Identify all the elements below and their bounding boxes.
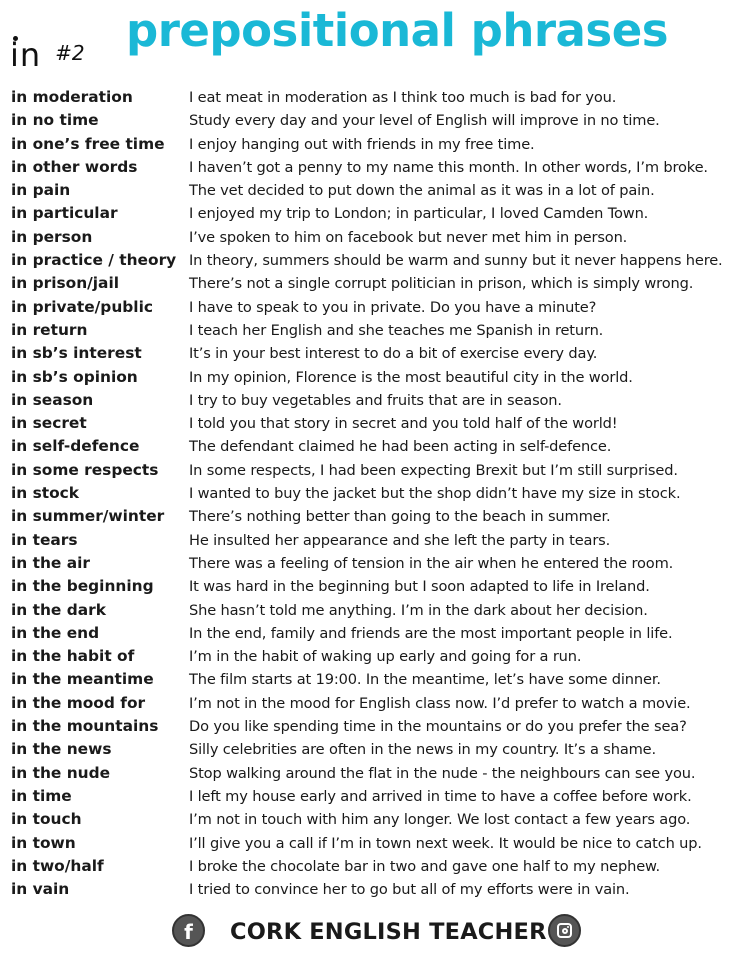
phrase-row xyxy=(0,226,754,249)
phrase-row xyxy=(0,133,754,156)
phrase-example: She hasn’t told me anything. I’m in the dark about her decision. xyxy=(189,601,648,619)
phrase-row xyxy=(0,342,754,365)
phrase-row xyxy=(0,855,754,878)
phrase-example: I’ll give you a call if I’m in town next week. It would be nice to catch up. xyxy=(189,834,702,852)
phrase-term: in the dark xyxy=(11,600,106,619)
phrase-example: I’m not in the mood for English class now. I’d prefer to watch a movie. xyxy=(189,694,691,712)
phrase-example: In my opinion, Florence is the most beautiful city in the world. xyxy=(189,368,633,386)
phrase-term: in two/half xyxy=(11,856,104,875)
phrase-term: in vain xyxy=(11,880,70,899)
phrase-row xyxy=(0,109,754,132)
phrase-row xyxy=(0,296,754,319)
phrase-example: I haven’t got a penny to my name this month. In other words, I’m broke. xyxy=(189,158,708,176)
phrase-row xyxy=(0,785,754,808)
phrase-row xyxy=(0,389,754,412)
phrase-term: in moderation xyxy=(11,88,133,106)
phrase-row xyxy=(0,249,754,272)
phrase-example: The film starts at 19:00. In the meantime, let’s have some dinner. xyxy=(189,671,661,689)
phrase-example: I teach her English and she teaches me Spanish in return. xyxy=(189,321,604,339)
phrase-term: in return xyxy=(11,320,88,339)
phrase-example: I have to speak to you in private. Do you have a minute? xyxy=(189,298,597,316)
phrase-term: in the mood for xyxy=(11,693,146,712)
phrase-example: Do you like spending time in the mountains or do you prefer the sea? xyxy=(189,718,687,736)
phrase-row xyxy=(0,179,754,202)
phrase-row xyxy=(0,435,754,458)
phrase-row xyxy=(0,599,754,622)
phrase-row xyxy=(0,622,754,645)
phrase-row xyxy=(0,715,754,738)
phrase-term: in town xyxy=(11,833,76,852)
facebook-f-glyph: f xyxy=(184,919,193,944)
phrase-term: in self-defence xyxy=(11,437,140,456)
brand-name: CORK ENGLISH TEACHER xyxy=(230,919,547,945)
phrase-example: In theory, summers should be warm and sunny but it never happens here. xyxy=(189,252,723,270)
phrase-example: I’m in the habit of waking up early and going for a run. xyxy=(189,648,582,666)
phrase-example: Study every day and your level of English will improve in no time. xyxy=(189,112,660,130)
phrase-term: in tears xyxy=(11,530,78,549)
handwritten-word: in xyxy=(10,36,42,74)
phrase-row xyxy=(0,202,754,225)
phrase-term: in touch xyxy=(11,810,82,829)
phrase-term: in some respects xyxy=(11,460,159,479)
phrase-example: I’m not in touch with him any longer. We lost contact a few years ago. xyxy=(189,811,691,829)
phrase-example: It was hard in the beginning but I soon adapted to life in Ireland. xyxy=(189,578,650,596)
phrase-row xyxy=(0,272,754,295)
phrase-example: There’s not a single corrupt politician in prison, which is simply wrong. xyxy=(189,275,694,293)
phrase-row xyxy=(0,412,754,435)
instagram-flash xyxy=(567,926,569,928)
handwritten-label xyxy=(10,36,85,74)
phrase-row xyxy=(0,459,754,482)
phrase-row xyxy=(0,505,754,528)
phrase-row xyxy=(0,319,754,342)
phrase-list xyxy=(0,86,754,901)
phrase-term: in sb’s opinion xyxy=(11,367,138,386)
phrase-example: In the end, family and friends are the most important people in life. xyxy=(189,624,673,642)
phrase-term: in season xyxy=(11,390,94,409)
phrase-term: in no time xyxy=(11,111,99,130)
phrase-example: I broke the chocolate bar in two and gave one half to my nephew. xyxy=(189,857,660,875)
page-footer xyxy=(0,910,754,956)
phrase-term: in practice / theory xyxy=(11,251,177,270)
phrase-term: in the mountains xyxy=(11,717,159,736)
phrase-example: The defendant claimed he had been acting in self-defence. xyxy=(189,438,612,456)
phrase-example: I try to buy vegetables and fruits that are in season. xyxy=(189,391,562,409)
phrase-term: in prison/jail xyxy=(11,274,119,293)
phrase-example: Silly celebrities are often in the news in my country. It’s a shame. xyxy=(189,741,656,759)
phrase-row xyxy=(0,668,754,691)
phrase-example: I enjoyed my trip to London; in particular, I loved Camden Town. xyxy=(189,205,649,223)
phrase-row xyxy=(0,482,754,505)
phrase-example: Stop walking around the flat in the nude - the neighbours can see you. xyxy=(189,764,696,782)
phrase-row xyxy=(0,156,754,179)
phrase-row xyxy=(0,762,754,785)
phrase-row xyxy=(0,738,754,761)
phrase-term: in the air xyxy=(11,553,90,572)
phrase-example: I’ve spoken to him on facebook but never met him in person. xyxy=(189,228,628,246)
phrase-row xyxy=(0,878,754,901)
phrase-term: in one’s free time xyxy=(11,134,165,153)
phrase-term: in other words xyxy=(11,157,138,176)
phrase-example: I left my house early and arrived in time to have a coffee before work. xyxy=(189,787,692,805)
page-title: prepositional phrases xyxy=(126,4,669,57)
page-header xyxy=(0,0,754,86)
phrase-term: in the meantime xyxy=(11,670,154,689)
phrase-term: in pain xyxy=(11,181,71,200)
phrase-row xyxy=(0,575,754,598)
instagram-lens xyxy=(562,928,568,934)
phrase-term: in the beginning xyxy=(11,577,154,596)
phrase-row xyxy=(0,366,754,389)
phrase-example: I tried to convince her to go but all of my efforts were in vain. xyxy=(189,881,630,899)
handwritten-number: #2 xyxy=(55,41,85,65)
phrase-term: in the end xyxy=(11,623,100,642)
phrase-example: He insulted her appearance and she left the party in tears. xyxy=(189,531,611,549)
phrase-row xyxy=(0,529,754,552)
phrase-row xyxy=(0,645,754,668)
phrase-row xyxy=(0,552,754,575)
phrase-example: It’s in your best interest to do a bit of exercise every day. xyxy=(189,345,598,363)
phrase-term: in secret xyxy=(11,414,87,433)
phrase-term: in the nude xyxy=(11,763,111,782)
phrase-term: in person xyxy=(11,227,93,246)
facebook-icon[interactable] xyxy=(172,914,205,947)
phrase-row xyxy=(0,86,754,109)
phrase-term: in the habit of xyxy=(11,647,135,666)
phrase-example: I eat meat in moderation as I think too much is bad for you. xyxy=(189,89,617,106)
phrase-term: in summer/winter xyxy=(11,507,165,526)
phrase-example: The vet decided to put down the animal as it was in a lot of pain. xyxy=(189,182,655,200)
phrase-term: in stock xyxy=(11,484,80,503)
phrase-example: There was a feeling of tension in the air when he entered the room. xyxy=(189,554,674,572)
phrase-term: in the news xyxy=(11,740,112,759)
phrase-example: I enjoy hanging out with friends in my free time. xyxy=(189,135,535,153)
instagram-camera-shape xyxy=(557,923,572,938)
phrase-row xyxy=(0,832,754,855)
phrase-row xyxy=(0,808,754,831)
instagram-icon[interactable] xyxy=(548,914,581,947)
phrase-term: in private/public xyxy=(11,297,153,316)
phrase-example: I wanted to buy the jacket but the shop didn’t have my size in stock. xyxy=(189,485,681,503)
phrase-term: in time xyxy=(11,786,72,805)
phrase-example: In some respects, I had been expecting Brexit but I’m still surprised. xyxy=(189,461,678,479)
phrase-row xyxy=(0,692,754,715)
phrase-example: I told you that story in secret and you told half of the world! xyxy=(189,415,618,433)
phrase-term: in particular xyxy=(11,204,118,223)
phrase-term: in sb’s interest xyxy=(11,344,142,363)
phrase-example: There’s nothing better than going to the beach in summer. xyxy=(189,508,611,526)
